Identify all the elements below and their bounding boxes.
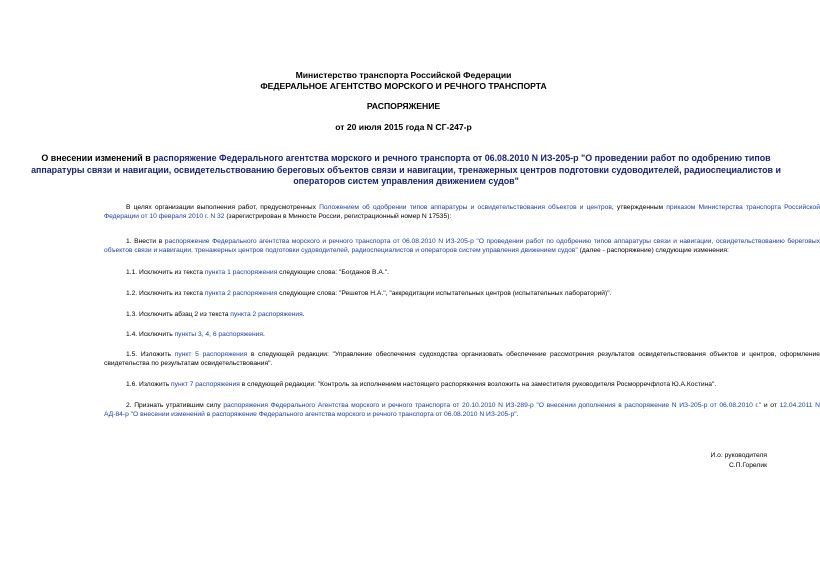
paragraph-1-4: 1.4. Исключить пункты 3, 4, 6 распоряжения. bbox=[126, 331, 265, 338]
link-item-1[interactable]: пункта 1 распоряжения bbox=[204, 269, 278, 276]
document-type: РАСПОРЯЖЕНИЕ bbox=[366, 101, 441, 111]
paragraph-1-6: 1.6. Изложить пункт 7 распоряжения в следующей редакции: "Контроль за исполнением настоящего распоряжения возложить на заместителя руководителя Росморречфлота Ю.А.Костина". bbox=[126, 381, 717, 388]
signatory-name: С.П.Горелик bbox=[728, 461, 767, 469]
link-item-2b[interactable]: пункта 2 распоряжения bbox=[230, 311, 303, 318]
link-directive-84[interactable]: 12.04.2011 N АД-84-р "О внесении изменений в распоряжение Федерального агентства морского и речного транспорта от 06.08.2010 N ИЗ-205-р" bbox=[104, 402, 820, 419]
signature-block bbox=[710, 451, 767, 470]
paragraph-1-1: 1.1. Исключить из текста пункта 1 распоряжения следующие слова: "Богданов В.А.". bbox=[126, 269, 389, 276]
link-regulation[interactable]: Положением об одобрении типов аппаратуры и освидетельствования объектов и центров bbox=[319, 204, 612, 211]
link-item-7[interactable]: пункт 7 распоряжения bbox=[171, 381, 240, 388]
paragraph-1-3: 1.3. Исключить абзац 2 из текста пункта 2 распоряжения. bbox=[126, 311, 305, 318]
title-prefix: О внесении изменений в bbox=[41, 153, 154, 163]
paragraph-1: 1. Внести в распоряжение Федерального агентства морского и речного транспорта от 06.08.2010 N ИЗ-205-р "О проведении работ по одобрению типов аппаратуры связи и навигации, освидетельствованию береговых объектов связи и навигации, тренажерных центров подготовки судоводителей, радиоспециалистов и операторов систем управления движением судов" (далее - распоряжение) следующие изменения: bbox=[104, 238, 820, 255]
link-items-346[interactable]: пункты 3, 4, 6 распоряжения bbox=[174, 331, 264, 338]
paragraph-1-2: 1.2. Исключить из текста пункта 2 распоряжения следующие слова: "Решетов Н.А.", "аккредитации испытательных центров (испытательных лабораторий)". bbox=[126, 290, 612, 297]
signatory-position: И.о. руководителя bbox=[710, 452, 767, 459]
ministry-name: Министерство транспорта Российской Федерации bbox=[295, 70, 512, 80]
document-title bbox=[30, 153, 782, 188]
paragraph-2: 2. Признать утратившим силу распоряжения Федерального Агентства морского и речного транспорта от 20.10.2010 N ИЗ-289-р "О внесении дополнения в распоряжение N ИЗ-205-р от 06.08.2010 г." и от 12.04.2011 N АД-84-р "О внесении изменений в распоряжение Федерального агентства морского и речного транспорта от 06.08.2010 N ИЗ-205-р". bbox=[104, 402, 820, 419]
title-link[interactable]: распоряжение Федерального агентства морского и речного транспорта от 06.08.2010 N ИЗ-205-р "О проведении работ по одобрению типов аппаратуры связи и навигации, освидетельствованию береговых объектов связи и навигации, тренажерных центров подготовки судоводителей, радиоспециалистов и операторов систем управления движением судов" bbox=[31, 153, 781, 187]
agency-name: ФЕДЕРАЛЬНОЕ АГЕНТСТВО МОРСКОГО И РЕЧНОГО ТРАНСПОРТА bbox=[260, 81, 547, 91]
document-date: от 20 июля 2015 года N СГ-247-р bbox=[335, 122, 472, 132]
link-directive-289[interactable]: распоряжения Федерального Агентства морского и речного транспорта от 20.10.2010 N ИЗ-289-р "О внесении дополнения в распоряжение N ИЗ-205-р от 06.08.2010 г." bbox=[223, 402, 762, 409]
link-item-2[interactable]: пункта 2 распоряжения bbox=[204, 290, 278, 297]
link-directive[interactable]: распоряжение Федерального агентства морского и речного транспорта от 06.08.2010 N ИЗ-205-р "О проведении работ по одобрению типов аппаратуры связи и навигации, освидетельствованию береговых объектов связи и навигации, тренажерных центров подготовки судоводителей, радиоспециалистов и операторов систем управления движением судов" bbox=[104, 238, 820, 255]
link-order[interactable]: приказом Министерства транспорта Российской Федерации от 10 февраля 2010 г. N 32 bbox=[104, 204, 820, 221]
paragraph-1-5: 1.5. Изложить пункт 5 распоряжения в следующей редакции: "Управление обеспечения судоходства организовать обеспечение рассмотрения результатов освидетельствования объектов и центров, оформление свидетельства по результатам освидетельствования". bbox=[104, 351, 820, 368]
link-item-5[interactable]: пункт 5 распоряжения bbox=[174, 351, 248, 358]
preamble: В целях организации выполнения работ, предусмотренных Положением об одобрении типов аппаратуры и освидетельствования объектов и центров, утвержденным приказом Министерства транспорта Российской Федерации от 10 февраля 2010 г. N 32 (зарегистрирован в Минюсте России, регистрационный номер N 17535): bbox=[104, 204, 820, 221]
